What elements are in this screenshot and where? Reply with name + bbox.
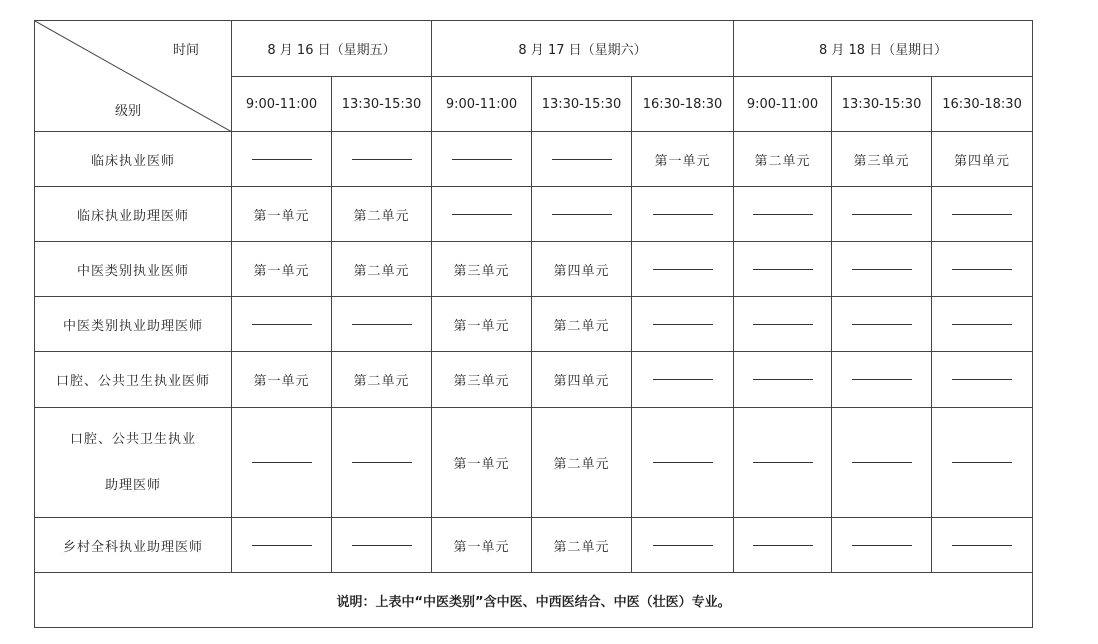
table-cell: 第四单元	[532, 242, 632, 297]
table-cell: 第二单元	[332, 187, 432, 242]
exam-schedule-table	[34, 20, 1033, 628]
empty-slot-dash	[952, 379, 1012, 380]
table-cell	[632, 297, 734, 352]
table-cell	[832, 297, 932, 352]
table-cell	[832, 518, 932, 573]
empty-slot-dash	[653, 379, 713, 380]
empty-slot-dash	[452, 159, 512, 160]
table-cell: 第二单元	[532, 297, 632, 352]
corner-time-label: 时间	[172, 43, 199, 58]
time-slot-header: 13:30-15:30	[532, 77, 632, 132]
time-slot-header: 9:00-11:00	[232, 77, 332, 132]
table-cell: 第一单元	[232, 187, 332, 242]
table-cell	[632, 408, 734, 518]
row-label: 临床执业医师	[35, 132, 232, 187]
empty-slot-dash	[452, 214, 512, 215]
table-cell	[332, 518, 432, 573]
table-cell: 第二单元	[532, 408, 632, 518]
table-cell: 第一单元	[232, 352, 332, 408]
empty-slot-dash	[852, 545, 912, 546]
table-cell	[932, 242, 1033, 297]
corner-level-label: 级别	[115, 104, 142, 119]
empty-slot-dash	[952, 214, 1012, 215]
time-slot-header: 9:00-11:00	[432, 77, 532, 132]
empty-slot-dash	[852, 324, 912, 325]
table-cell	[632, 187, 734, 242]
empty-slot-dash	[753, 379, 813, 380]
table-row	[35, 352, 1033, 408]
time-slot-header: 9:00-11:00	[734, 77, 832, 132]
empty-slot-dash	[352, 324, 412, 325]
table-cell	[632, 518, 734, 573]
empty-slot-dash	[352, 545, 412, 546]
empty-slot-dash	[252, 324, 312, 325]
table-cell: 第二单元	[332, 352, 432, 408]
empty-slot-dash	[852, 214, 912, 215]
row-label: 口腔、公共卫生执业医师	[35, 352, 232, 408]
table-cell: 第四单元	[532, 352, 632, 408]
row-label-line: 助理医师	[104, 477, 161, 493]
empty-slot-dash	[753, 462, 813, 463]
table-cell	[832, 408, 932, 518]
empty-slot-dash	[653, 462, 713, 463]
empty-slot-dash	[252, 545, 312, 546]
table-cell: 第二单元	[532, 518, 632, 573]
empty-slot-dash	[852, 379, 912, 380]
table-cell	[734, 187, 832, 242]
table-cell	[832, 187, 932, 242]
row-label-line: 口腔、公共卫生执业	[69, 431, 196, 447]
table-row	[35, 187, 1033, 242]
table-cell: 第一单元	[432, 297, 532, 352]
table-cell	[332, 408, 432, 518]
date-header-aug18: 8 月 18 日（星期日）	[734, 21, 1033, 77]
empty-slot-dash	[852, 269, 912, 270]
table-cell	[932, 187, 1033, 242]
table-cell: 第一单元	[432, 408, 532, 518]
time-slot-header: 16:30-18:30	[632, 77, 734, 132]
table-cell: 第一单元	[232, 242, 332, 297]
table-cell: 第一单元	[432, 518, 532, 573]
table-row	[35, 132, 1033, 187]
table-cell	[632, 242, 734, 297]
table-cell	[632, 352, 734, 408]
table-cell	[932, 352, 1033, 408]
table-cell: 第二单元	[734, 132, 832, 187]
row-label: 乡村全科执业助理医师	[35, 518, 232, 573]
table-cell	[932, 518, 1033, 573]
table-row	[35, 297, 1033, 352]
empty-slot-dash	[653, 214, 713, 215]
table-cell	[432, 187, 532, 242]
empty-slot-dash	[753, 545, 813, 546]
table-cell	[232, 518, 332, 573]
table-cell	[432, 132, 532, 187]
table-row	[35, 242, 1033, 297]
table-row	[35, 408, 1033, 518]
time-slot-header: 13:30-15:30	[832, 77, 932, 132]
table-cell: 第四单元	[932, 132, 1033, 187]
time-slot-header: 16:30-18:30	[932, 77, 1033, 132]
empty-slot-dash	[352, 462, 412, 463]
table-cell: 第三单元	[432, 352, 532, 408]
empty-slot-dash	[852, 462, 912, 463]
table-row	[35, 518, 1033, 573]
table-cell	[232, 297, 332, 352]
table-cell	[734, 242, 832, 297]
date-header-aug16: 8 月 16 日（星期五）	[232, 21, 432, 77]
table-cell	[734, 352, 832, 408]
table-cell	[332, 297, 432, 352]
table-cell	[332, 132, 432, 187]
empty-slot-dash	[952, 545, 1012, 546]
table-cell: 第三单元	[832, 132, 932, 187]
table-cell	[232, 132, 332, 187]
table-cell	[532, 187, 632, 242]
table-cell	[734, 297, 832, 352]
row-label: 临床执业助理医师	[35, 187, 232, 242]
empty-slot-dash	[653, 269, 713, 270]
table-cell	[734, 518, 832, 573]
empty-slot-dash	[753, 324, 813, 325]
table-cell	[532, 132, 632, 187]
row-label: 中医类别执业医师	[35, 242, 232, 297]
table-cell	[932, 408, 1033, 518]
empty-slot-dash	[653, 324, 713, 325]
empty-slot-dash	[753, 214, 813, 215]
empty-slot-dash	[952, 269, 1012, 270]
time-slot-header: 13:30-15:30	[332, 77, 432, 132]
empty-slot-dash	[653, 545, 713, 546]
table-cell	[832, 242, 932, 297]
row-label: 中医类别执业助理医师	[35, 297, 232, 352]
table-cell	[734, 408, 832, 518]
corner-header-cell	[35, 21, 232, 132]
empty-slot-dash	[352, 159, 412, 160]
table-cell: 第二单元	[332, 242, 432, 297]
date-header-aug17: 8 月 17 日（星期六）	[432, 21, 734, 77]
empty-slot-dash	[552, 214, 612, 215]
table-cell: 第一单元	[632, 132, 734, 187]
table-cell	[232, 408, 332, 518]
empty-slot-dash	[252, 462, 312, 463]
empty-slot-dash	[753, 269, 813, 270]
empty-slot-dash	[252, 159, 312, 160]
table-cell	[932, 297, 1033, 352]
table-footnote: 说明：上表中“中医类别”含中医、中西医结合、中医（壮医）专业。	[35, 573, 1033, 628]
empty-slot-dash	[952, 462, 1012, 463]
table-cell	[832, 352, 932, 408]
row-label	[35, 408, 232, 518]
empty-slot-dash	[552, 159, 612, 160]
empty-slot-dash	[952, 324, 1012, 325]
table-cell: 第三单元	[432, 242, 532, 297]
